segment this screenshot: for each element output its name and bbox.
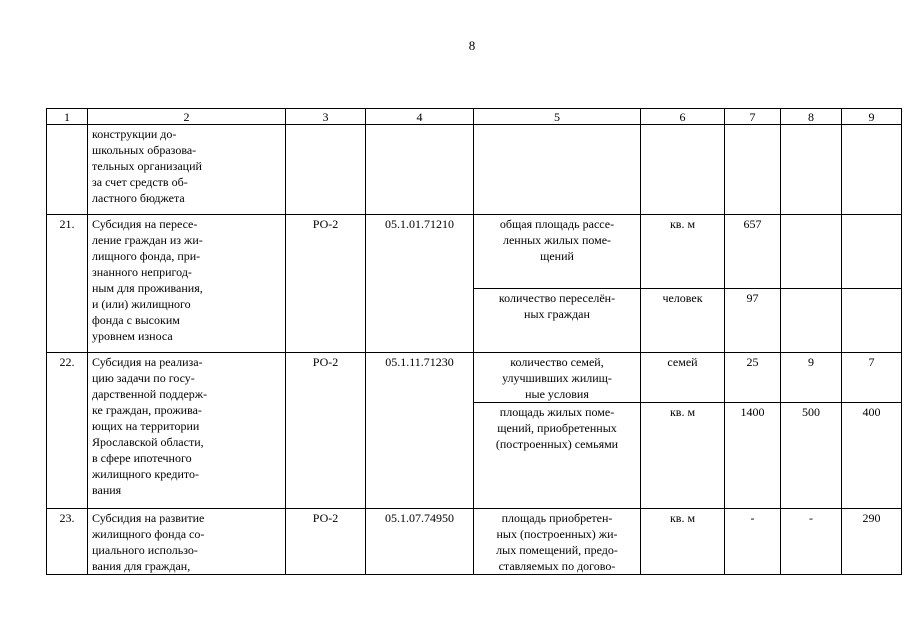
indicator-value-col7: - <box>725 509 781 575</box>
admin-code: РО-2 <box>286 215 366 353</box>
subsidy-name-cell <box>88 509 286 575</box>
budget-code: 05.1.01.71210 <box>366 215 474 353</box>
continuation-indicator-cell <box>474 125 641 215</box>
table-row <box>47 509 902 575</box>
continuation-v8-cell <box>781 125 842 215</box>
header-cell-7: 7 <box>725 109 781 125</box>
row-number: 23. <box>47 509 88 575</box>
header-row <box>47 109 902 125</box>
continuation-name-cell <box>88 125 286 215</box>
subsidy-name: Субсидия на пересе- ление граждан из жи- лищного фонда, при- знанного непригод- ным для проживания, и (или) жилищного фонда с высоким уровнем износа <box>92 217 203 343</box>
subsidy-name-cell <box>88 215 286 353</box>
header-cell-5: 5 <box>474 109 641 125</box>
row-number: 22. <box>47 353 88 509</box>
indicator-unit: кв. м <box>641 215 725 289</box>
indicator-name-cell <box>474 289 641 353</box>
header-cell-3: 3 <box>286 109 366 125</box>
indicator-unit: семей <box>641 353 725 403</box>
header-cell-2: 2 <box>88 109 286 125</box>
indicator-name-cell <box>474 403 641 509</box>
continuation-name-text: конструкции до- школьных образова- тельных организаций за счет средств об- ластного бюджета <box>92 127 202 205</box>
indicator-value-col8: 9 <box>781 353 842 403</box>
continuation-kbk-cell <box>366 125 474 215</box>
indicator-value-col7: 1400 <box>725 403 781 509</box>
indicator-value-col7: 657 <box>725 215 781 289</box>
indicator-value-col8 <box>781 215 842 289</box>
subsidy-name-cell <box>88 353 286 509</box>
indicator-name: количество семей, улучшивших жилищ- ные условия <box>502 355 612 401</box>
indicator-value-col9: 290 <box>842 509 902 575</box>
indicator-value-col8 <box>781 289 842 353</box>
header-cell-1: 1 <box>47 109 88 125</box>
indicator-name-cell <box>474 215 641 289</box>
header-cell-9: 9 <box>842 109 902 125</box>
indicator-name: площадь приобретен- ных (построенных) жи- лых помещений, предо- ставляемых по догово- <box>496 511 618 573</box>
header-cell-4: 4 <box>366 109 474 125</box>
budget-indicators-table <box>46 108 902 575</box>
page-number: 8 <box>468 38 476 53</box>
table-row <box>47 215 902 289</box>
indicator-unit: кв. м <box>641 509 725 575</box>
header-cell-6: 6 <box>641 109 725 125</box>
header-cell-8: 8 <box>781 109 842 125</box>
continuation-unit-cell <box>641 125 725 215</box>
subsidy-name: Субсидия на развитие жилищного фонда со- циального использо- вания для граждан, <box>92 511 205 573</box>
indicator-name-cell <box>474 353 641 403</box>
admin-code: РО-2 <box>286 353 366 509</box>
indicator-name-cell <box>474 509 641 575</box>
continuation-code-cell <box>286 125 366 215</box>
indicator-value-col9 <box>842 289 902 353</box>
indicator-value-col9 <box>842 215 902 289</box>
indicator-value-col9: 7 <box>842 353 902 403</box>
indicator-name: площадь жилых поме- щений, приобретенных (построенных) семьями <box>495 405 619 451</box>
table-row <box>47 353 902 403</box>
indicator-value-col7: 97 <box>725 289 781 353</box>
indicator-value-col7: 25 <box>725 353 781 403</box>
budget-code: 05.1.07.74950 <box>366 509 474 575</box>
indicator-unit: человек <box>641 289 725 353</box>
subsidy-name: Субсидия на реализа- цию задачи по госу- дарственной поддерж- ке граждан, прожива- ющих на территории Ярославской области, в сфере ипотечного жилищного кредито- вания <box>92 355 208 497</box>
continuation-row <box>47 125 902 215</box>
indicator-value-col8: 500 <box>781 403 842 509</box>
indicator-name: общая площадь рассе- ленных жилых поме- щений <box>499 217 615 263</box>
continuation-num-cell <box>47 125 88 215</box>
budget-code: 05.1.11.71230 <box>366 353 474 509</box>
indicator-name: количество переселён- ных граждан <box>498 291 616 321</box>
indicator-value-col8: - <box>781 509 842 575</box>
continuation-v7-cell <box>725 125 781 215</box>
row-number: 21. <box>47 215 88 353</box>
admin-code: РО-2 <box>286 509 366 575</box>
indicator-value-col9: 400 <box>842 403 902 509</box>
continuation-v9-cell <box>842 125 902 215</box>
indicator-unit: кв. м <box>641 403 725 509</box>
